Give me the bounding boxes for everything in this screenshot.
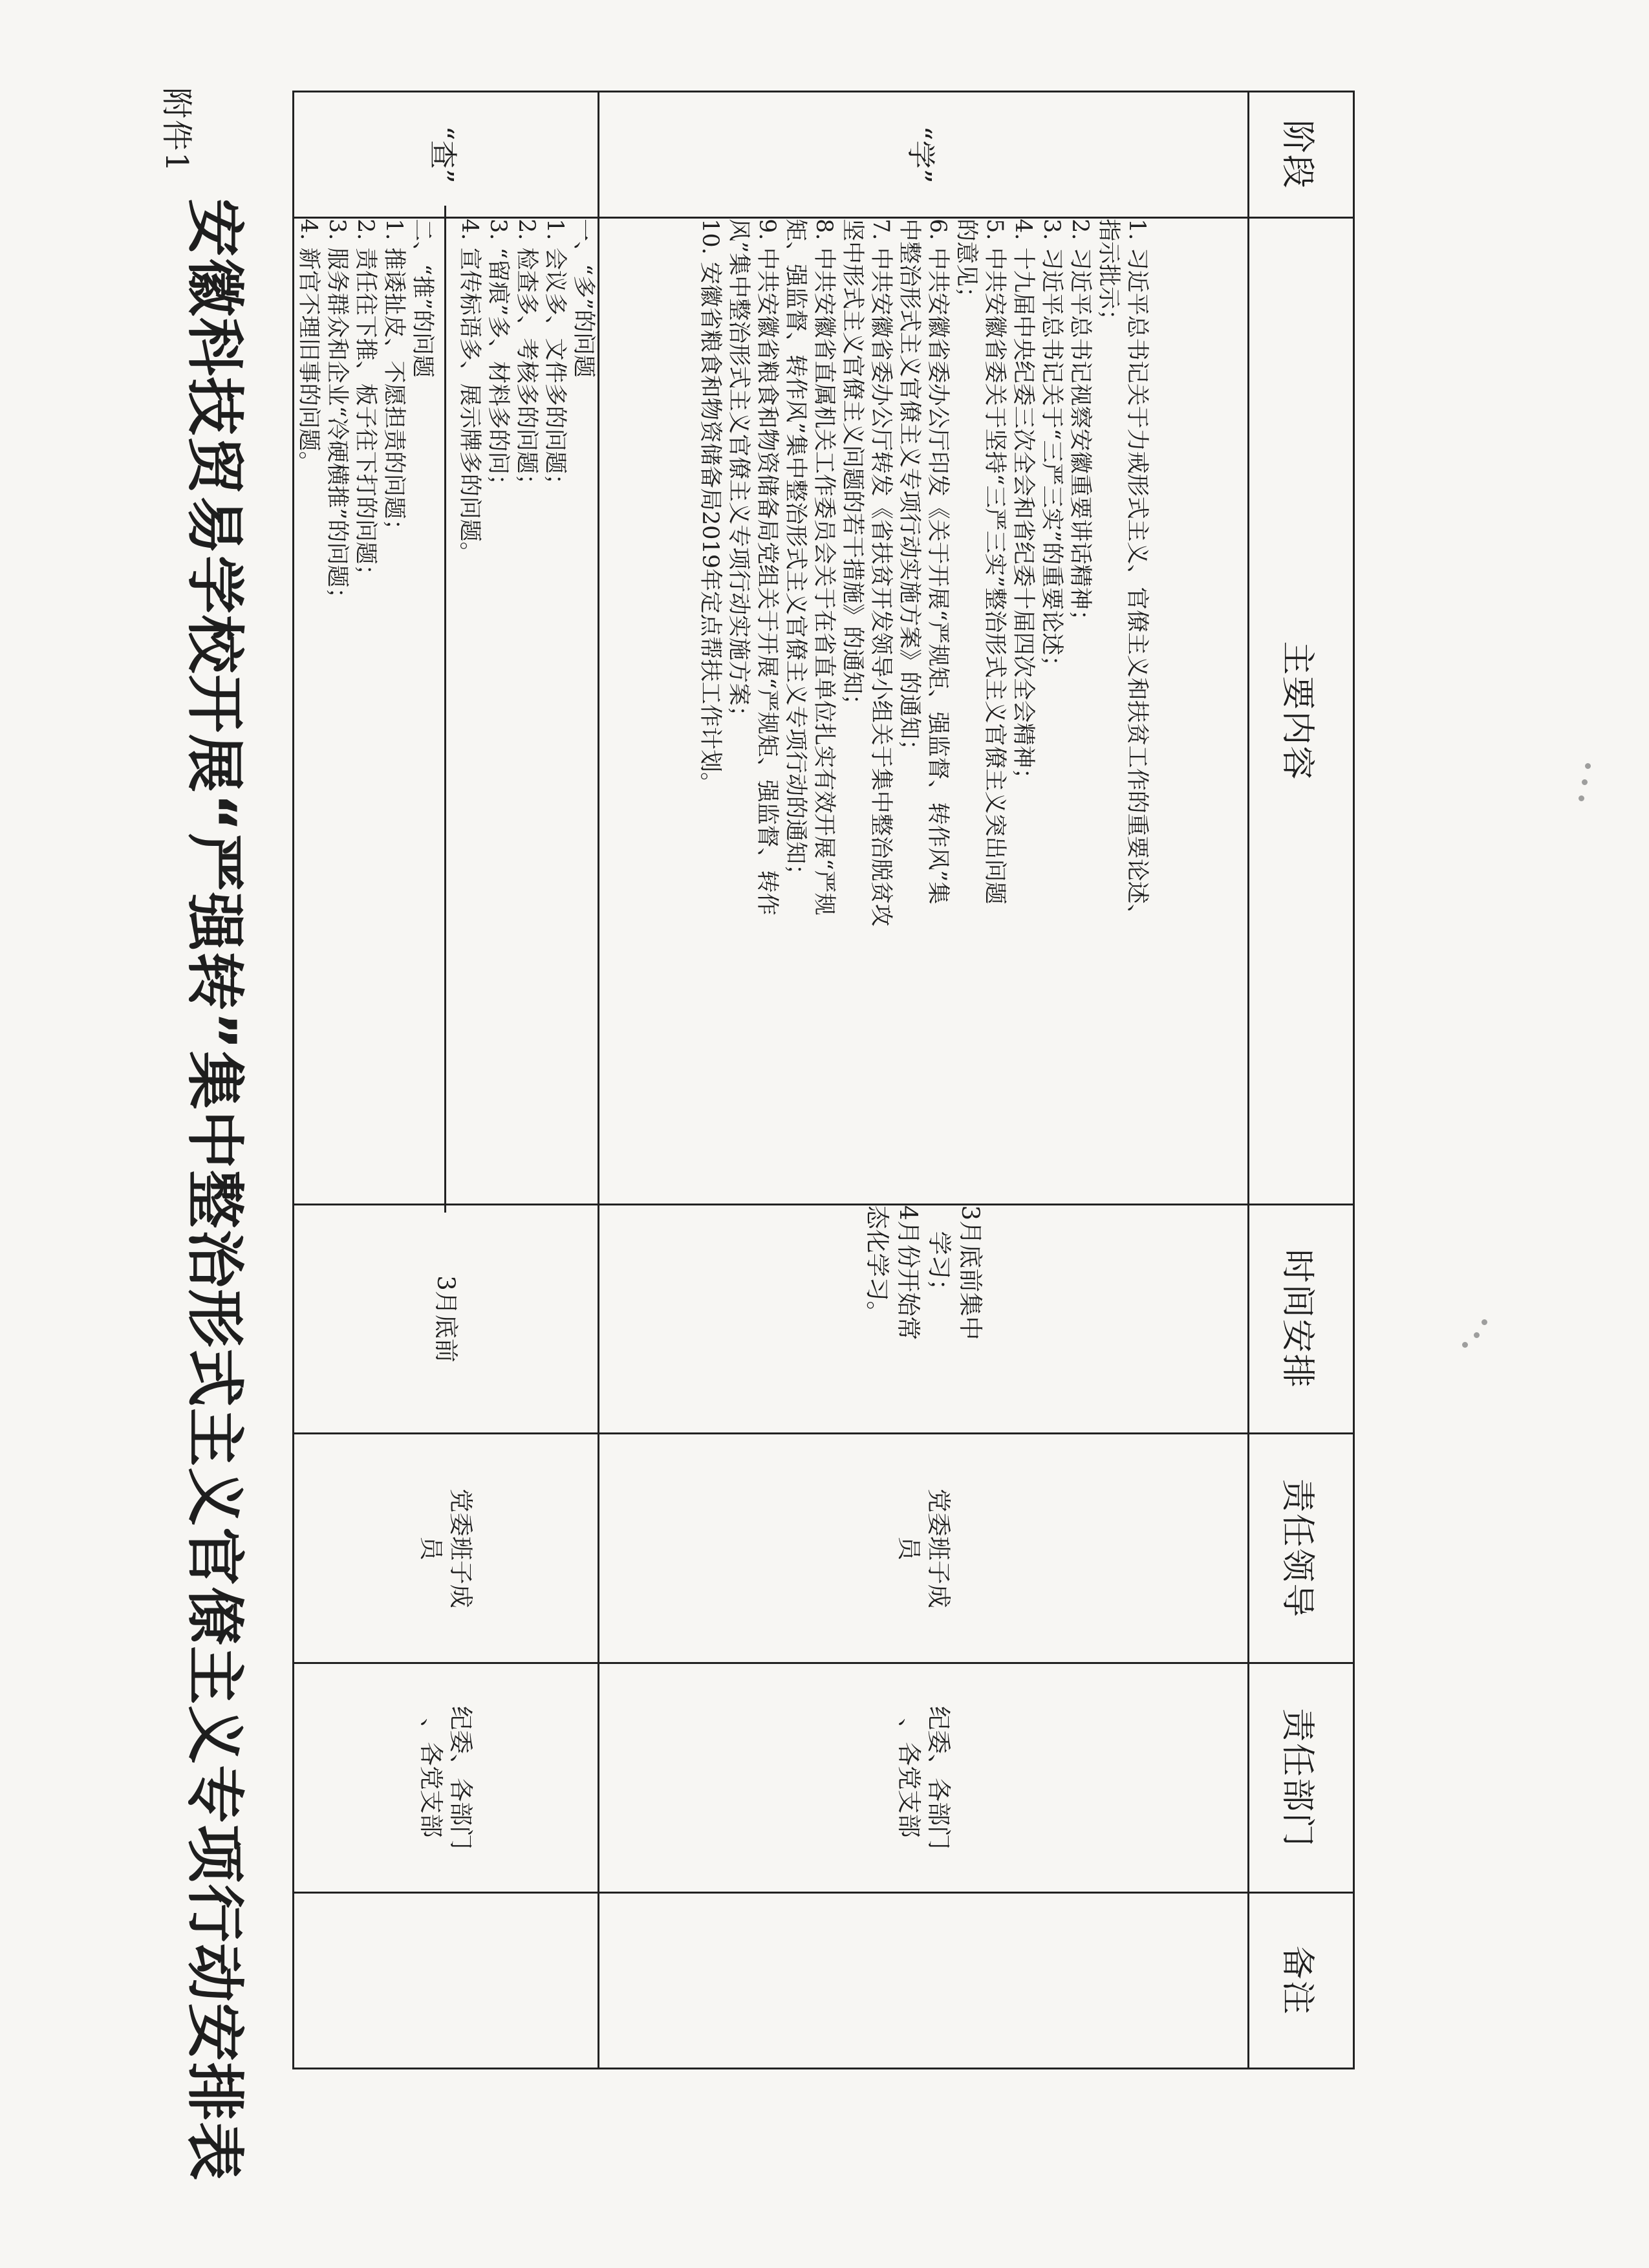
content-line: 2. 习近平总书记视察安徽重要讲话精神； xyxy=(1067,219,1093,632)
content-line: 1. 会议多、文件多的问题； xyxy=(542,219,568,497)
content-line: 的意见； xyxy=(953,219,979,310)
note-cell xyxy=(294,1892,599,2068)
content-line: 坚中形式主义官僚主义问题的若干措施》的通知； xyxy=(839,219,865,717)
attachment-label: 附件1 xyxy=(158,87,195,173)
content-line: 7. 中共安徽省委办公厅转发《省扶贫开发领导小组关于集中整治脱贫攻 xyxy=(868,219,894,927)
content-line: 3. 习近平总书记关于“三严三实”的重要论述； xyxy=(1039,219,1064,678)
content-line: 1. 推诿扯皮、不愿担责的问题； xyxy=(381,219,407,542)
dept-line: 纪委、各部门 xyxy=(925,1706,953,1850)
schedule-table xyxy=(292,91,1355,2069)
time-line: 4月份开始常 xyxy=(894,1205,922,1341)
dept-line: 纪委、各部门 xyxy=(447,1706,475,1850)
time-line: 态化学习。 xyxy=(863,1205,891,1325)
leader-line: 党委班子成 xyxy=(447,1488,475,1608)
content-line: 3. 服务群众和企业“冷硬横推”的问题； xyxy=(324,219,350,610)
scan-speck xyxy=(1579,795,1584,801)
time-line: 学习； xyxy=(925,1231,953,1303)
content-line: 矩、强监督、转作风”集中整治形式主义官僚主义专项行动的通知； xyxy=(782,219,808,887)
content-line: 风”集中整治形式主义官僚主义专项行动实施方案； xyxy=(726,219,751,729)
scan-speck xyxy=(1585,763,1591,769)
dept-line: 、各党支部 xyxy=(417,1718,446,1838)
content-line: 3. “留痕”多、材料多的问； xyxy=(485,219,511,497)
header-time: 时间安排 xyxy=(1249,1204,1354,1434)
table-header-row xyxy=(1249,92,1354,2069)
time-cell xyxy=(599,1204,1249,1434)
header-stage: 阶段 xyxy=(1249,92,1354,218)
content-line: 5. 中共安徽省委关于坚持“三严三实”整治形式主义官僚主义突出问题 xyxy=(982,219,1008,905)
document-title: 安徽科技贸易学校开展“严强转”集中整治形式主义官僚主义专项行动安排表 xyxy=(180,198,248,2182)
time-cell xyxy=(294,1204,599,1434)
content-cell xyxy=(294,218,599,1205)
leader-cell xyxy=(599,1434,1249,1663)
content-line: 一、“多”的问题 xyxy=(570,219,596,378)
header-leader: 责任领导 xyxy=(1249,1434,1354,1663)
table-row-xue xyxy=(599,92,1249,2069)
leader-line: 员 xyxy=(895,1536,923,1561)
content-line: 6. 中共安徽省委办公厅印发《关于开展“严规矩、强监督、转作风”集 xyxy=(925,219,951,905)
time-line: 3月底前 xyxy=(432,1275,460,1363)
leader-line: 党委班子成 xyxy=(925,1488,953,1608)
content-line: 9. 中共安徽省粮食和物资储备局党组关于开展“严规矩、强监督、转作 xyxy=(754,219,780,916)
dept-line: 、各党支部 xyxy=(895,1718,923,1838)
dept-cell xyxy=(294,1663,599,1893)
time-line: 3月底前集中 xyxy=(956,1205,984,1341)
content-divider xyxy=(444,206,446,1213)
header-content: 主要内容 xyxy=(1249,218,1354,1205)
content-line: 1. 习近平总书记关于力戒形式主义、官僚主义和扶贫工作的重要论述、 xyxy=(1124,219,1150,927)
leader-cell xyxy=(294,1434,599,1663)
content-line: 4. 新官不理旧事的问题。 xyxy=(296,219,321,474)
table-row-cha xyxy=(294,92,599,2069)
dept-cell xyxy=(599,1663,1249,1893)
content-line: 4. 十九届中央纪委三次全会和省纪委十届四次全会精神； xyxy=(1010,219,1036,791)
stage-cell: “学” xyxy=(599,92,1249,218)
header-dept: 责任部门 xyxy=(1249,1663,1354,1893)
scan-speck xyxy=(1582,779,1588,785)
scan-speck xyxy=(1474,1332,1480,1338)
content-line: 10. 安徽省粮食和物资储备局2019年定点帮扶工作计划。 xyxy=(697,219,723,795)
content-line: 中整治形式主义官僚主义专项行动实施方案》的通知； xyxy=(896,219,922,762)
header-note: 备注 xyxy=(1249,1892,1354,2068)
content-line: 指示批示； xyxy=(1095,219,1121,332)
content-line: 二、“推”的问题 xyxy=(409,219,435,378)
scan-speck xyxy=(1462,1342,1468,1348)
note-cell xyxy=(599,1892,1249,2068)
stage-cell: “查” xyxy=(294,92,599,218)
content-line: 8. 中共安徽省直属机关工作委员会关于在省直单位扎实有效开展“严规 xyxy=(811,219,837,916)
content-line: 2. 检查多、考核多的问题； xyxy=(513,219,539,497)
content-cell xyxy=(599,218,1249,1205)
scan-speck xyxy=(1482,1319,1487,1325)
content-line: 4. 宣传标语多、展示牌多的问题。 xyxy=(457,219,482,565)
leader-line: 员 xyxy=(417,1536,446,1561)
content-line: 2. 责任往下推、板子往下打的问题； xyxy=(352,219,378,587)
